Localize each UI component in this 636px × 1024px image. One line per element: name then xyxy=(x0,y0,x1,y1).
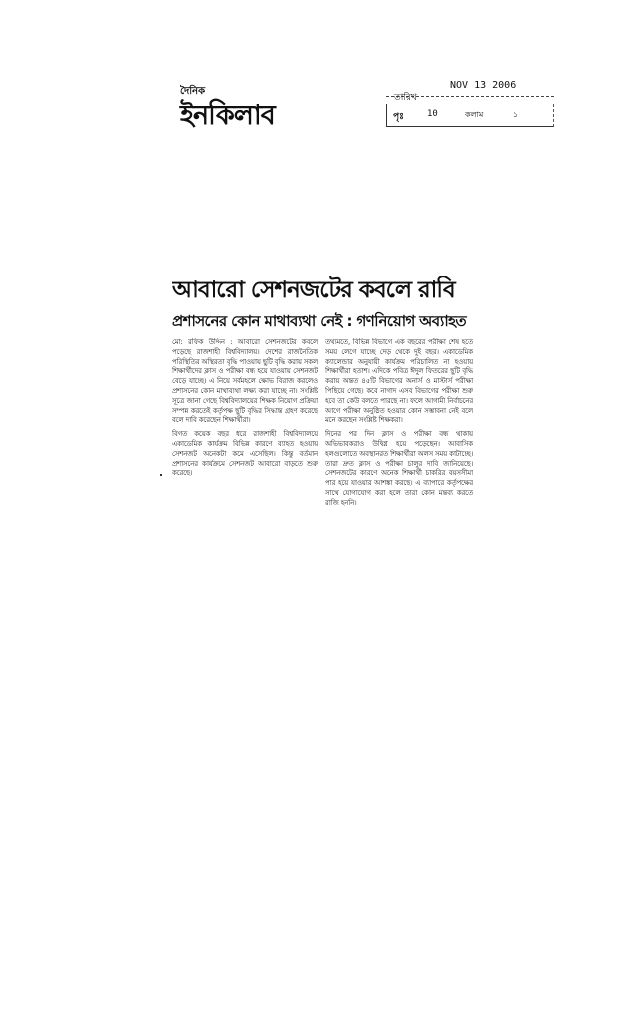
article-paragraph: মো: রফিক উদ্দিন : আবারো সেশনজটের কবলে পড়েছে রাজশাহী বিশ্ববিদ্যালয়। দেশের রাজনৈতিক পরিস্থিতির অস্থিরতা বৃদ্ধি পাওয়ায় ছুটি বৃদ্ধি করায় সকল শিক্ষার্থীদের ক্লাস ও পরীক্ষা বন্ধ হয়ে যাওয়ায় সেশনজট বেড়ে যাচ্ছে। এ নিয়ে সর্বমহলে ক্ষোভ বিরাজ করলেও প্রশাসনের কোন মাথাব্যথা লক্ষ্য করা যাচ্ছে না। সংশ্লিষ্ট সূত্রে জানা গেছে বিশ্ববিদ্যালয়ের শিক্ষক নিয়োগ প্রক্রিয়া সম্পন্ন করতেই কর্তৃপক্ষ ছুটি বৃদ্ধির সিদ্ধান্ত গ্রহণ করেছে বলে দাবি করেছেন শিক্ষার্থীরা। xyxy=(172,338,318,425)
article-subheadline: প্রশাসনের কোন মাথাব্যথা নেই : গণনিয়োগ অব্যাহত xyxy=(172,312,467,330)
stamp-date-label: তারিখ xyxy=(394,93,417,103)
article-column-left xyxy=(172,338,318,544)
masthead-name: ইনকিলাব xyxy=(180,100,275,131)
stamp-page-number: 10 xyxy=(427,109,438,119)
stamp-date-row xyxy=(386,80,554,103)
archive-stamp xyxy=(386,82,554,130)
stamp-page-label: পৃঃ xyxy=(393,112,404,122)
stamp-page-row xyxy=(386,104,554,127)
article-column-right xyxy=(325,338,473,634)
scan-speck xyxy=(160,474,162,476)
article-paragraph: তথ্যমতে, বিভিন্ন বিভাগে এক বছরের পরীক্ষা শেষ হতে সময় লেগে যাচ্ছে দেড় থেকে দুই বছর। একাডেমিক ক্যালেন্ডার অনুযায়ী কার্যক্রম পরিচালিত না হওয়ায় শিক্ষার্থীরা হতাশ। এদিকে পবিত্র ঈদুল ফিতরের ছুটি বৃদ্ধি করায় অন্তত ৪৫টি বিভাগের অনার্স ও মাস্টার্স পরীক্ষা পিছিয়ে গেছে। কবে নাগাদ এসব বিভাগের পরীক্ষা শুরু হবে তা কেউ বলতে পারছে না। ফলে আগামী নির্বাচনের আগে পরীক্ষা অনুষ্ঠিত হওয়ার কোন সম্ভাবনা নেই বলে মনে করছেন সংশ্লিষ্ট শিক্ষকরা। xyxy=(325,338,473,425)
stamp-column-number: ১ xyxy=(513,110,519,119)
article-paragraph: বিগত কয়েক বছর ধরে রাজশাহী বিশ্ববিদ্যালয়ে একাডেমিক কার্যক্রম বিভিন্ন কারণে ব্যাহত হওয়ায় সেশনজট অনেকটা কমে এসেছিল। কিন্তু বর্তমান প্রশাসনের কার্যক্রমে সেশনজট আবারো বাড়তে শুরু করেছে। xyxy=(172,430,318,478)
stamp-column-label: কলাম xyxy=(465,110,484,119)
newspaper-masthead xyxy=(180,84,275,131)
article-paragraph: দিনের পর দিন ক্লাস ও পরীক্ষা বন্ধ থাকায় অভিভাবকরাও উদ্বিগ্ন হয়ে পড়েছেন। আবাসিক হলগুলোতে অবস্থানরত শিক্ষার্থীরা অলস সময় কাটাচ্ছে। তারা দ্রুত ক্লাস ও পরীক্ষা চালুর দাবি জানিয়েছে। সেশনজটের কারণে অনেক শিক্ষার্থী চাকরির বয়সসীমা পার হয়ে যাওয়ার আশঙ্কা করছে। এ ব্যাপারে কর্তৃপক্ষের সাথে যোগাযোগ করা হলে তারা কোন মন্তব্য করতে রাজি হননি। xyxy=(325,430,473,507)
stamp-date: NOV 13 2006 xyxy=(450,80,517,91)
article-headline: আবারো সেশনজটের কবলে রাবি xyxy=(172,277,455,303)
masthead-daily-label: দৈনিক xyxy=(180,86,206,97)
